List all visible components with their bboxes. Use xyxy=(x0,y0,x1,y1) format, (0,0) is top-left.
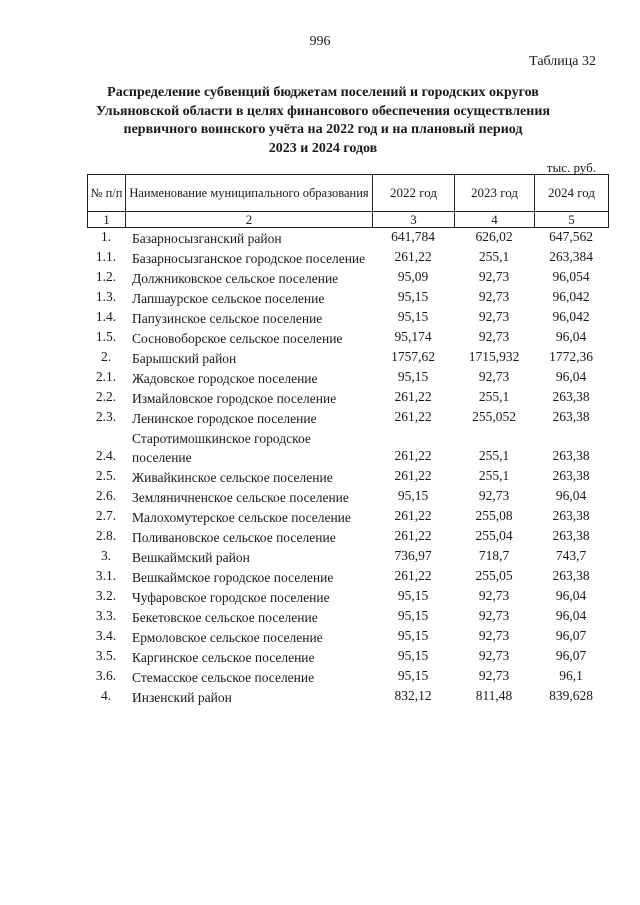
row-value-2022: 261,22 xyxy=(394,409,432,424)
row-number: 3.5. xyxy=(95,648,117,663)
header-2022: 2022 год xyxy=(373,175,455,212)
row-name: Инзенский район xyxy=(132,690,232,705)
table-row xyxy=(87,487,608,507)
table-row xyxy=(87,567,608,587)
row-name: Бекетовское сельское поселение xyxy=(132,610,318,625)
row-value-2022: 95,15 xyxy=(397,488,429,503)
row-value-2023: 255,05 xyxy=(475,568,513,583)
row-value-2022: 832,12 xyxy=(394,688,432,703)
row-value-2024: 96,04 xyxy=(555,369,587,384)
row-value-2023: 92,73 xyxy=(478,588,510,603)
header-index: 1 xyxy=(88,212,126,228)
row-value-2024: 96,04 xyxy=(555,608,587,623)
header-2023: 2023 год xyxy=(455,175,535,212)
row-value-2023: 92,73 xyxy=(478,269,510,284)
row-number: 3.2. xyxy=(95,588,117,603)
row-value-2022: 95,15 xyxy=(397,628,429,643)
table-row xyxy=(87,587,608,607)
row-value-2023: 92,73 xyxy=(478,309,510,324)
row-value-2023: 255,1 xyxy=(478,249,510,264)
row-name: Поливановское сельское поселение xyxy=(132,530,336,545)
row-value-2022: 95,174 xyxy=(394,329,432,344)
table-row xyxy=(87,527,608,547)
row-number: 2.5. xyxy=(95,468,117,483)
row-value-2023: 255,052 xyxy=(472,409,516,424)
row-value-2024: 96,054 xyxy=(552,269,590,284)
row-value-2022: 95,15 xyxy=(397,608,429,623)
row-value-2022: 95,15 xyxy=(397,309,429,324)
table-title xyxy=(88,84,558,158)
row-name: Папузинское сельское поселение xyxy=(132,311,323,326)
row-value-2024: 647,562 xyxy=(549,229,593,244)
row-name: Должниковское сельское поселение xyxy=(132,271,339,286)
row-value-2023: 255,04 xyxy=(475,528,513,543)
table-row xyxy=(87,288,608,308)
row-name: Чуфаровское городское поселение xyxy=(132,590,330,605)
row-value-2022: 261,22 xyxy=(394,448,432,463)
row-number: 1.5. xyxy=(95,329,117,344)
row-number: 2.3. xyxy=(95,409,117,424)
header-num: № п/п xyxy=(88,175,126,212)
table-row xyxy=(87,547,608,567)
table-row xyxy=(87,228,608,248)
row-number: 4. xyxy=(100,688,112,703)
row-name: Сосновоборское сельское поселение xyxy=(132,331,343,346)
table-row xyxy=(87,328,608,348)
row-value-2024: 263,384 xyxy=(549,249,593,264)
row-number: 1.2. xyxy=(95,269,117,284)
row-number: 2.4. xyxy=(95,448,117,463)
table-body xyxy=(87,228,608,707)
row-value-2024: 96,04 xyxy=(555,488,587,503)
row-name: Каргинское сельское поселение xyxy=(132,650,315,665)
table-row xyxy=(87,348,608,368)
row-name: Вешкаймский район xyxy=(132,550,250,565)
title-line: Ульяновской области в целях финансового обеспечения осуществления xyxy=(96,103,550,119)
row-value-2024: 96,07 xyxy=(555,628,587,643)
row-value-2024: 263,38 xyxy=(552,568,590,583)
row-value-2023: 92,73 xyxy=(478,329,510,344)
row-name: Живайкинское сельское поселение xyxy=(132,470,333,485)
row-value-2022: 261,22 xyxy=(394,468,432,483)
row-value-2023: 92,73 xyxy=(478,648,510,663)
row-value-2023: 255,1 xyxy=(478,468,510,483)
header-index: 2 xyxy=(126,212,373,228)
row-value-2023: 92,73 xyxy=(478,668,510,683)
row-value-2023: 811,48 xyxy=(475,688,513,703)
row-value-2022: 1757,62 xyxy=(391,349,435,364)
row-number: 1. xyxy=(100,229,112,244)
table-row xyxy=(87,388,608,408)
row-name: Измайловское городское поселение xyxy=(132,391,337,406)
row-name: Малохомутерское сельское поселение xyxy=(132,510,351,525)
title-line: Распределение субвенций бюджетам поселений и городских округов xyxy=(107,85,539,100)
table-label: Таблица 32 xyxy=(529,54,596,69)
row-value-2024: 263,38 xyxy=(552,508,590,523)
table-row xyxy=(87,667,608,687)
table-row xyxy=(87,268,608,288)
table-row xyxy=(87,607,608,627)
header-index: 4 xyxy=(455,212,535,228)
row-value-2022: 261,22 xyxy=(394,568,432,583)
row-value-2022: 261,22 xyxy=(394,389,432,404)
row-value-2024: 263,38 xyxy=(552,448,590,463)
table-row xyxy=(87,428,608,467)
row-name: Лапшаурское сельское поселение xyxy=(132,291,325,306)
row-value-2024: 1772,36 xyxy=(549,349,593,364)
row-value-2023: 92,73 xyxy=(478,289,510,304)
header-index: 5 xyxy=(535,212,609,228)
row-number: 2.2. xyxy=(95,389,117,404)
title-line: 2023 и 2024 годов xyxy=(268,140,378,156)
row-value-2024: 96,1 xyxy=(559,668,583,683)
row-name: Старотимошкинское городское поселение xyxy=(132,431,311,465)
row-value-2023: 92,73 xyxy=(478,628,510,643)
row-name: Ленинское городское поселение xyxy=(132,411,317,426)
row-value-2023: 255,08 xyxy=(475,508,513,523)
table-row xyxy=(87,507,608,527)
row-value-2024: 96,042 xyxy=(552,289,590,304)
page-number: 996 xyxy=(309,34,331,49)
row-name: Ермоловское сельское поселение xyxy=(132,630,323,645)
table-row xyxy=(87,467,608,487)
row-value-2022: 261,22 xyxy=(394,508,432,523)
row-value-2022: 641,784 xyxy=(391,229,435,244)
row-value-2024: 263,38 xyxy=(552,389,590,404)
row-name: Вешкаймское городское поселение xyxy=(132,570,334,585)
table-header xyxy=(87,174,609,228)
row-value-2022: 261,22 xyxy=(394,249,432,264)
row-number: 3.4. xyxy=(95,628,117,643)
row-value-2022: 95,15 xyxy=(397,369,429,384)
table-row xyxy=(87,248,608,268)
row-number: 2.7. xyxy=(95,508,117,523)
row-value-2023: 626,02 xyxy=(475,229,513,244)
table-row xyxy=(87,627,608,647)
row-value-2023: 718,7 xyxy=(478,548,510,563)
row-number: 3. xyxy=(100,548,112,563)
row-name: Стемасское сельское поселение xyxy=(132,670,315,685)
row-number: 2.8. xyxy=(95,528,117,543)
row-value-2023: 255,1 xyxy=(478,448,510,463)
row-value-2022: 95,15 xyxy=(397,648,429,663)
row-number: 1.3. xyxy=(95,289,117,304)
table-row xyxy=(87,408,608,428)
row-number: 1.1. xyxy=(95,249,117,264)
title-line: первичного воинского учёта на 2022 год и на плановый период xyxy=(123,122,523,137)
row-number: 3.6. xyxy=(95,668,117,683)
table-row xyxy=(87,687,608,707)
row-value-2022: 95,15 xyxy=(397,289,429,304)
table-row xyxy=(87,647,608,667)
row-value-2024: 96,042 xyxy=(552,309,590,324)
header-2024: 2024 год xyxy=(535,175,609,212)
row-value-2024: 263,38 xyxy=(552,528,590,543)
row-name: Базарносызганский район xyxy=(132,231,282,246)
units-label: тыс. руб. xyxy=(546,160,596,175)
row-number: 1.4. xyxy=(95,309,117,324)
row-value-2024: 263,38 xyxy=(552,468,590,483)
row-name: Жадовское городское поселение xyxy=(132,371,318,386)
row-value-2024: 839,628 xyxy=(549,688,593,703)
row-number: 3.3. xyxy=(95,608,117,623)
header-name: Наименование муниципального образования xyxy=(126,175,373,212)
row-value-2022: 736,97 xyxy=(394,548,432,563)
row-value-2023: 92,73 xyxy=(478,369,510,384)
row-number: 2.6. xyxy=(95,488,117,503)
row-value-2023: 255,1 xyxy=(478,389,510,404)
row-number: 2. xyxy=(100,349,112,364)
row-name: Барышский район xyxy=(132,351,237,366)
row-value-2024: 743,7 xyxy=(555,548,587,563)
row-value-2022: 95,15 xyxy=(397,588,429,603)
row-value-2022: 95,15 xyxy=(397,668,429,683)
row-value-2023: 1715,932 xyxy=(468,349,520,364)
row-number: 3.1. xyxy=(95,568,117,583)
row-name: Базарносызганское городское поселение xyxy=(132,251,366,266)
row-value-2024: 96,04 xyxy=(555,588,587,603)
row-name: Земляничненское сельское поселение xyxy=(132,490,349,505)
row-value-2024: 96,04 xyxy=(555,329,587,344)
row-value-2023: 92,73 xyxy=(478,608,510,623)
row-value-2022: 95,09 xyxy=(397,269,429,284)
table-row xyxy=(87,368,608,388)
row-number: 2.1. xyxy=(95,369,117,384)
row-value-2023: 92,73 xyxy=(478,488,510,503)
row-value-2022: 261,22 xyxy=(394,528,432,543)
row-value-2024: 263,38 xyxy=(552,409,590,424)
row-value-2024: 96,07 xyxy=(555,648,587,663)
table-row xyxy=(87,308,608,328)
header-index: 3 xyxy=(373,212,455,228)
